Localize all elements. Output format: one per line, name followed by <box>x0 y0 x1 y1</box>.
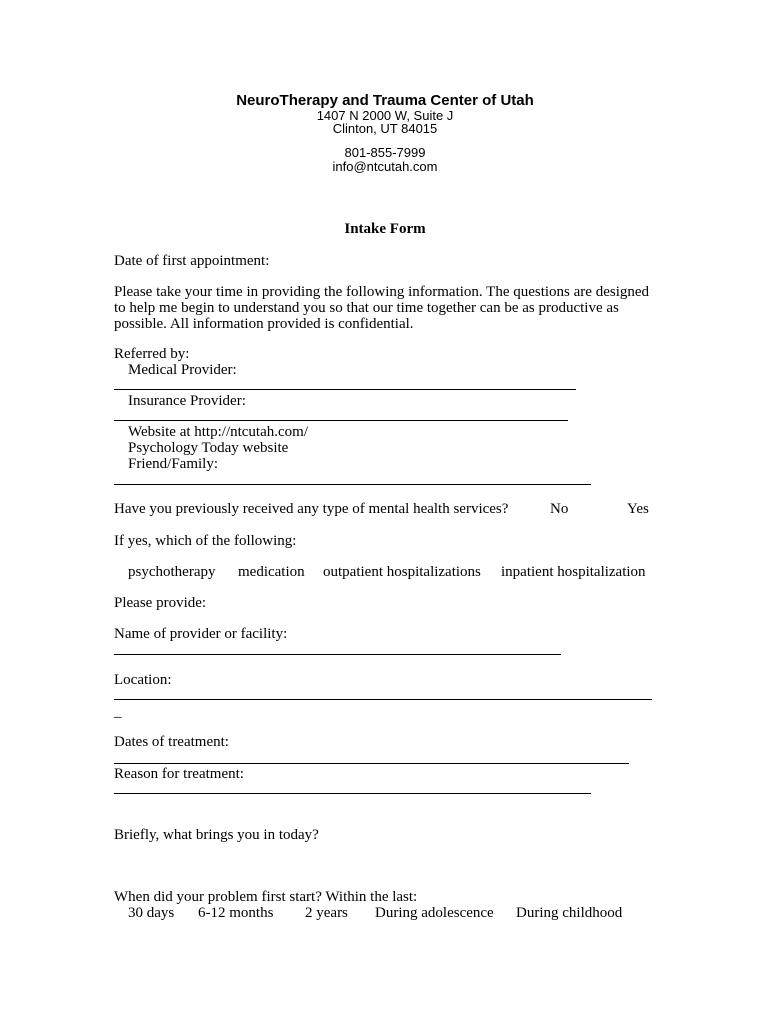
intro-line-3: possible. All information provided is confidential. <box>114 316 414 332</box>
option-medication[interactable]: medication <box>238 564 305 580</box>
medical-provider-label: Medical Provider: <box>128 362 237 378</box>
start-option-2-years[interactable]: 2 years <box>305 905 348 921</box>
option-psychotherapy[interactable]: psychotherapy <box>128 564 216 580</box>
provider-facility-label: Name of provider or facility: <box>114 626 288 642</box>
friend-family-line[interactable] <box>114 484 591 485</box>
dates-of-treatment-label: Dates of treatment: <box>114 734 229 750</box>
medical-provider-line[interactable] <box>114 389 576 390</box>
first-appointment-label: Date of first appointment: <box>114 253 270 269</box>
intro-line-2: to help me begin to understand you so that our time together can be as productive as <box>114 300 619 316</box>
reason-for-treatment-label: Reason for treatment: <box>114 766 244 782</box>
answer-yes[interactable]: Yes <box>627 501 649 517</box>
provider-facility-line[interactable] <box>114 654 561 655</box>
dates-of-treatment-line[interactable] <box>114 763 629 764</box>
please-provide-label: Please provide: <box>114 595 207 611</box>
location-line[interactable] <box>114 699 652 700</box>
intro-line-1: Please take your time in providing the following information. The questions are designed <box>114 284 650 300</box>
form-title: Intake Form <box>344 221 426 237</box>
referred-by-label: Referred by: <box>114 346 190 362</box>
start-option-30-days[interactable]: 30 days <box>128 905 175 921</box>
start-option-adolescence[interactable]: During adolescence <box>375 905 494 921</box>
start-option-6-12-months[interactable]: 6-12 months <box>198 905 274 921</box>
mental-health-question: Have you previously received any type of mental health services? <box>114 501 509 517</box>
insurance-provider-label: Insurance Provider: <box>128 393 246 409</box>
friend-family-label: Friend/Family: <box>128 456 218 472</box>
if-yes-label: If yes, which of the following: <box>114 533 297 549</box>
start-option-childhood[interactable]: During childhood <box>516 905 623 921</box>
insurance-provider-line[interactable] <box>114 420 568 421</box>
location-label: Location: <box>114 672 172 688</box>
problem-start-question: When did your problem first start? Within the last: <box>114 889 418 905</box>
location-line-continuation: _ <box>114 704 122 720</box>
reason-for-treatment-line[interactable] <box>114 793 591 794</box>
option-inpatient[interactable]: inpatient hospitalization <box>501 564 646 580</box>
option-outpatient[interactable]: outpatient hospitalizations <box>323 564 481 580</box>
address-line-2: Clinton, UT 84015 <box>332 121 438 136</box>
address-line-1: 1407 N 2000 W, Suite J <box>316 108 454 123</box>
email-address: info@ntcutah.com <box>332 159 438 174</box>
answer-no[interactable]: No <box>550 501 569 517</box>
website-referral: Website at http://ntcutah.com/ <box>128 424 308 440</box>
psychology-today-referral: Psychology Today website <box>128 440 289 456</box>
org-name: NeuroTherapy and Trauma Center of Utah <box>236 92 534 109</box>
phone-number: 801-855-7999 <box>344 145 426 160</box>
brings-you-question: Briefly, what brings you in today? <box>114 827 319 843</box>
